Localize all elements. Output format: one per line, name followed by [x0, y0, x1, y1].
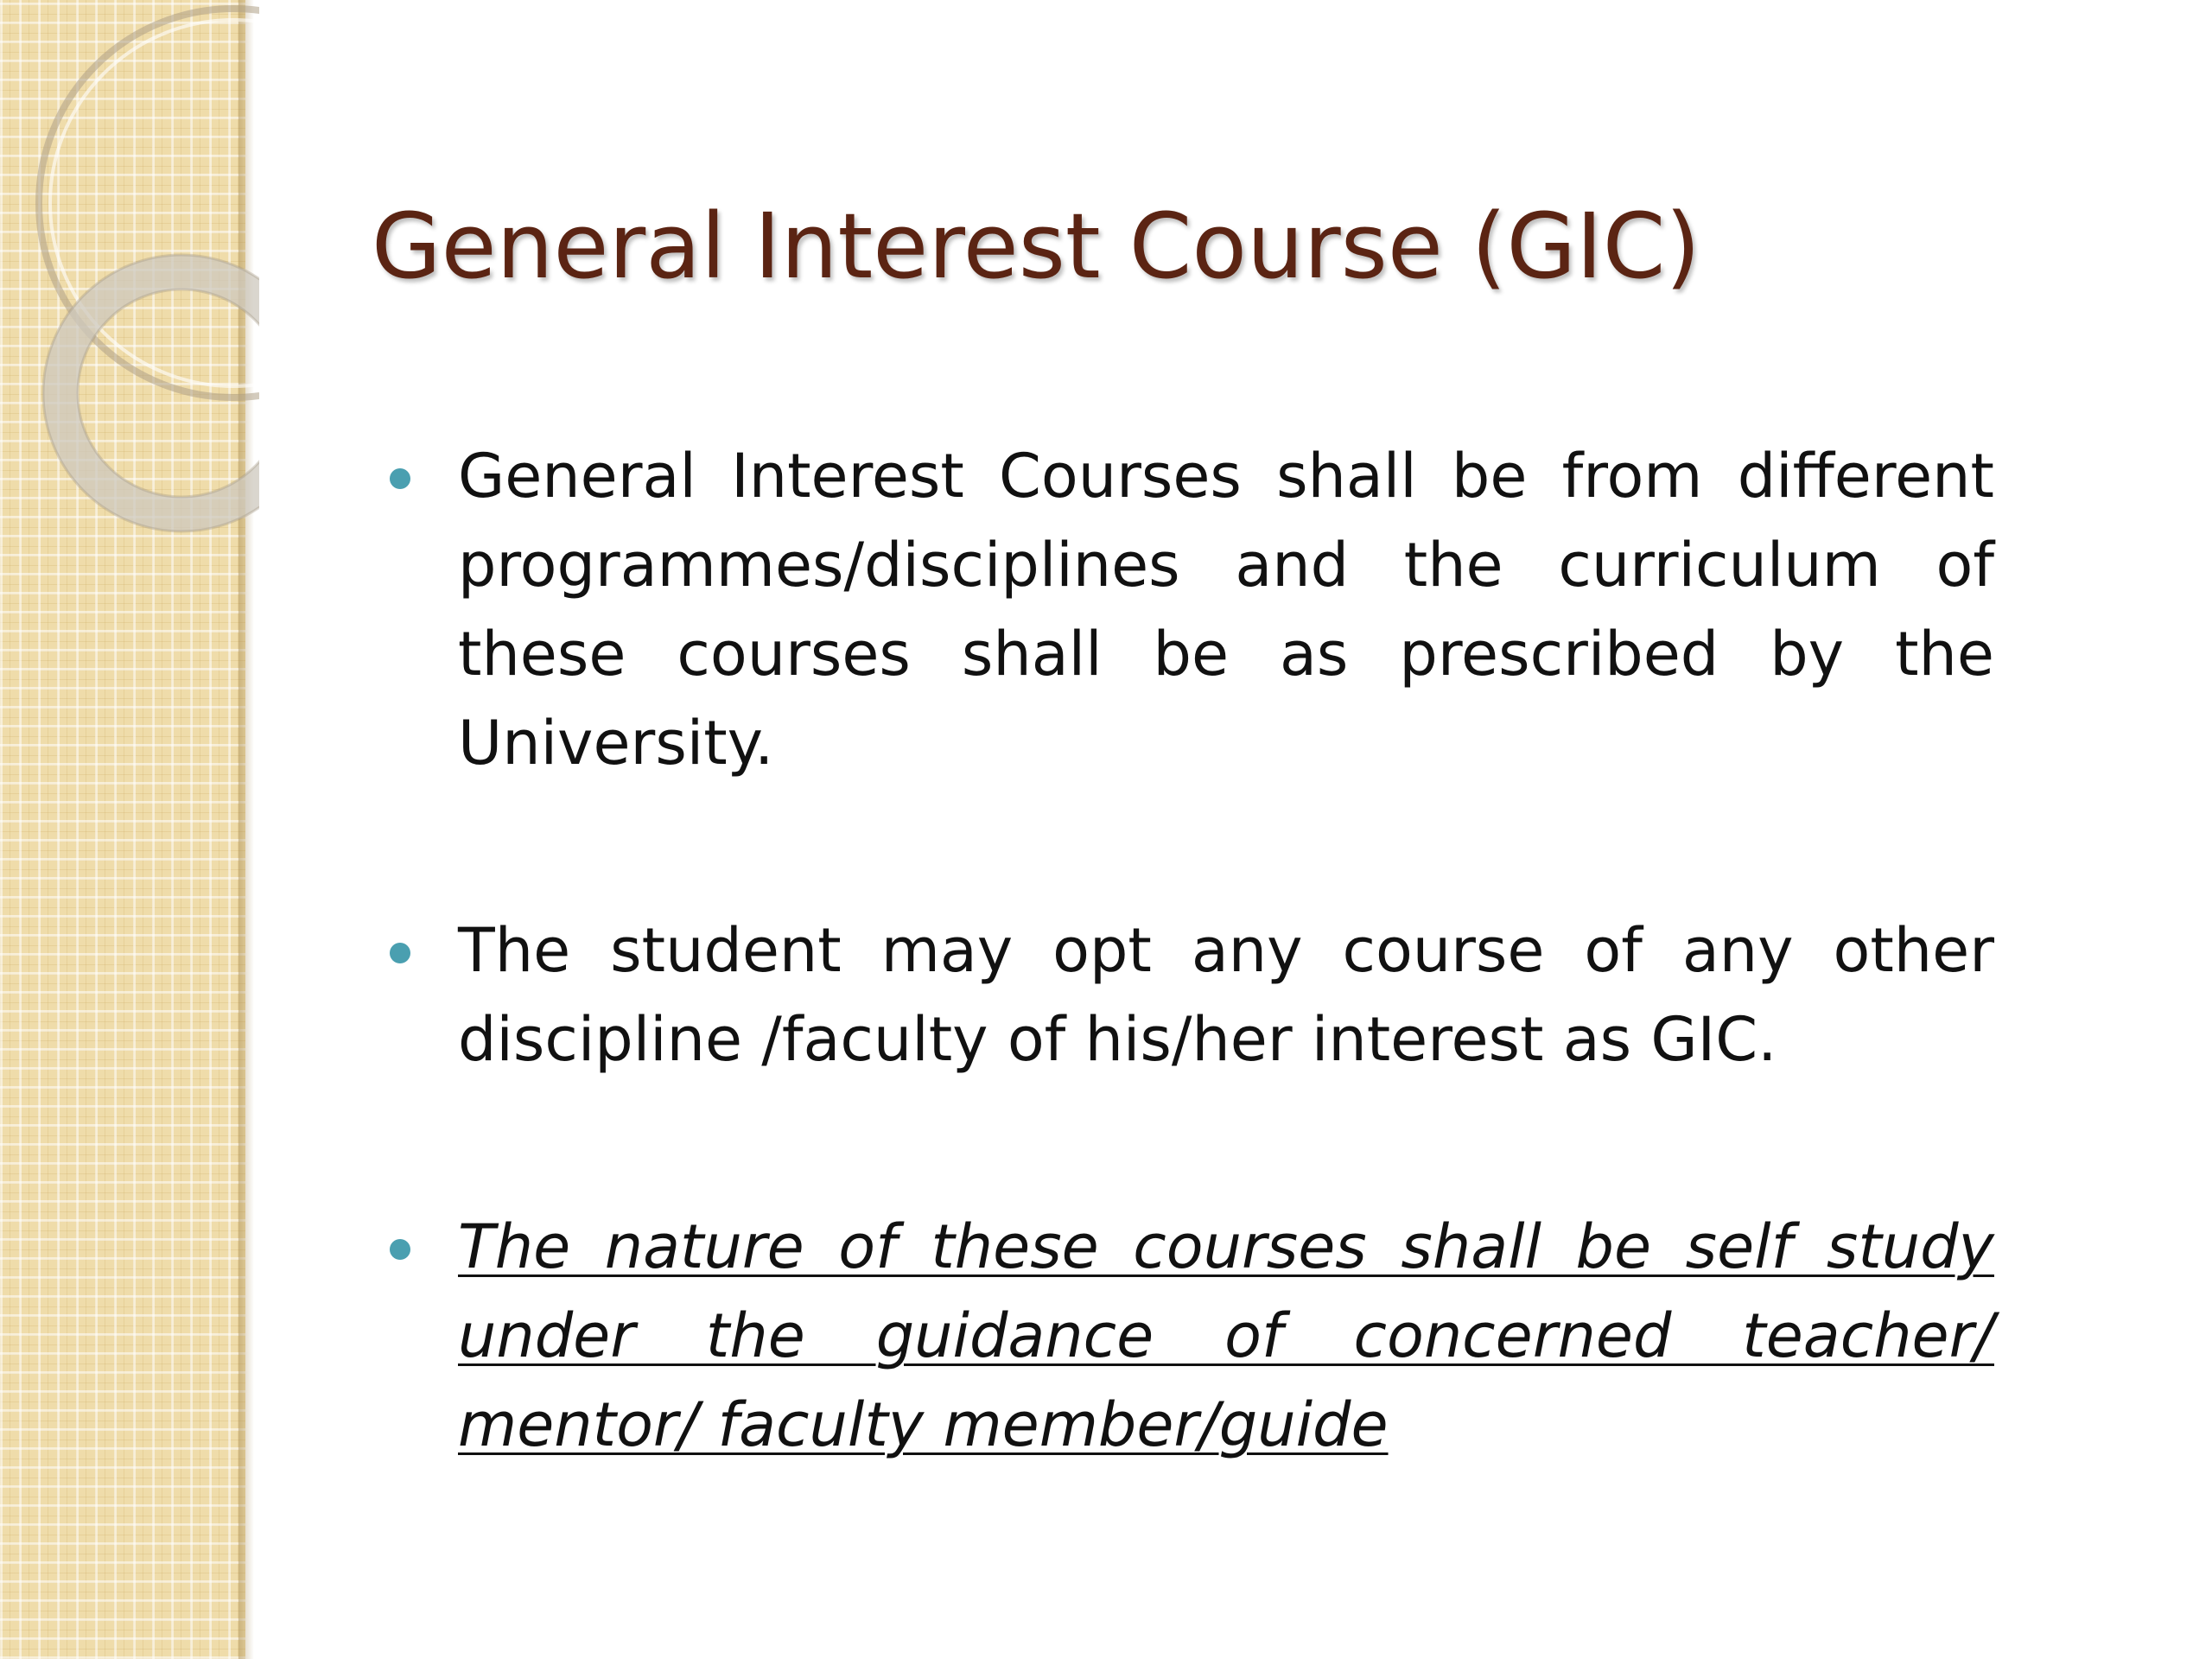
- bullet-dot-icon: [390, 1239, 410, 1260]
- bullet-text: The nature of these courses shall be self study under the guidance of concerned teacher/ mentor/ faculty member/guide: [458, 1211, 1994, 1460]
- rings-decoration-icon: [0, 0, 259, 553]
- bullet-item: [458, 432, 1994, 788]
- bullet-dot-icon: [390, 468, 410, 489]
- bullet-list: [458, 432, 1994, 1588]
- bullet-text: The student may opt any course of any other discipline /faculty of his/her interest as GIC.: [458, 915, 1994, 1075]
- bullet-text: General Interest Courses shall be from different programmes/disciplines and the curriculum of these courses shall be as prescribed by the University.: [458, 441, 1994, 779]
- bullet-item: [458, 906, 1994, 1084]
- bullet-item-emphasized: [458, 1203, 1994, 1470]
- bullet-dot-icon: [390, 943, 410, 963]
- slide-title: General Interest Course (GIC): [372, 194, 1700, 299]
